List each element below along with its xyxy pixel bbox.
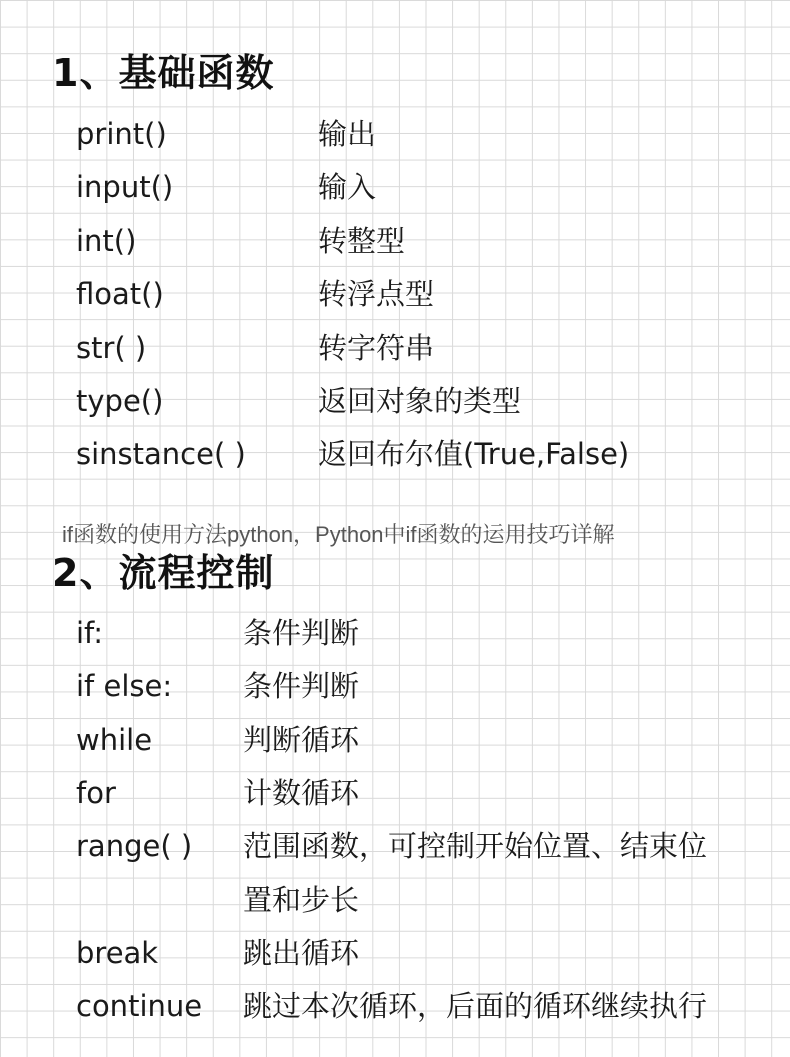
- watermark-caption: if函数的使用方法python，Python中if函数的运用技巧详解: [62, 522, 615, 547]
- keyword-name: continue: [76, 989, 203, 1023]
- function-name: sinstance( ): [76, 437, 246, 471]
- function-description: 转字符串: [318, 331, 435, 365]
- keyword-name: break: [76, 936, 159, 970]
- keyword-description: 跳出循环: [243, 936, 360, 970]
- function-description: 转浮点型: [318, 277, 435, 311]
- function-description: 返回对象的类型: [318, 384, 522, 418]
- keyword-description: 计数循环: [243, 776, 360, 810]
- keyword-description: 范围函数，可控制开始位置、结束位: [243, 829, 708, 863]
- keyword-name: for: [76, 776, 116, 810]
- keyword-name: while: [76, 723, 153, 757]
- function-name: input(): [76, 170, 174, 204]
- section-1-heading: 1、基础函数: [52, 51, 275, 95]
- keyword-description: 条件判断: [243, 616, 360, 650]
- function-name: str( ): [76, 331, 147, 365]
- keyword-description: 跳过本次循环，后面的循环继续执行: [243, 989, 708, 1023]
- function-name: type(): [76, 384, 164, 418]
- keyword-description: 条件判断: [243, 669, 360, 703]
- keyword-description: 置和步长: [243, 883, 360, 917]
- function-description: 转整型: [318, 224, 406, 258]
- function-name: print(): [76, 117, 167, 151]
- function-description: 输入: [318, 170, 377, 204]
- function-description: 输出: [318, 117, 377, 151]
- keyword-description: 判断循环: [243, 723, 360, 757]
- keyword-name: if:: [76, 616, 104, 650]
- section-2-heading: 2、流程控制: [52, 551, 275, 595]
- function-description: 返回布尔值(True,False): [318, 437, 630, 471]
- keyword-name: if else:: [76, 669, 173, 703]
- function-name: float(): [76, 277, 164, 311]
- keyword-name: range( ): [76, 829, 193, 863]
- function-name: int(): [76, 224, 137, 258]
